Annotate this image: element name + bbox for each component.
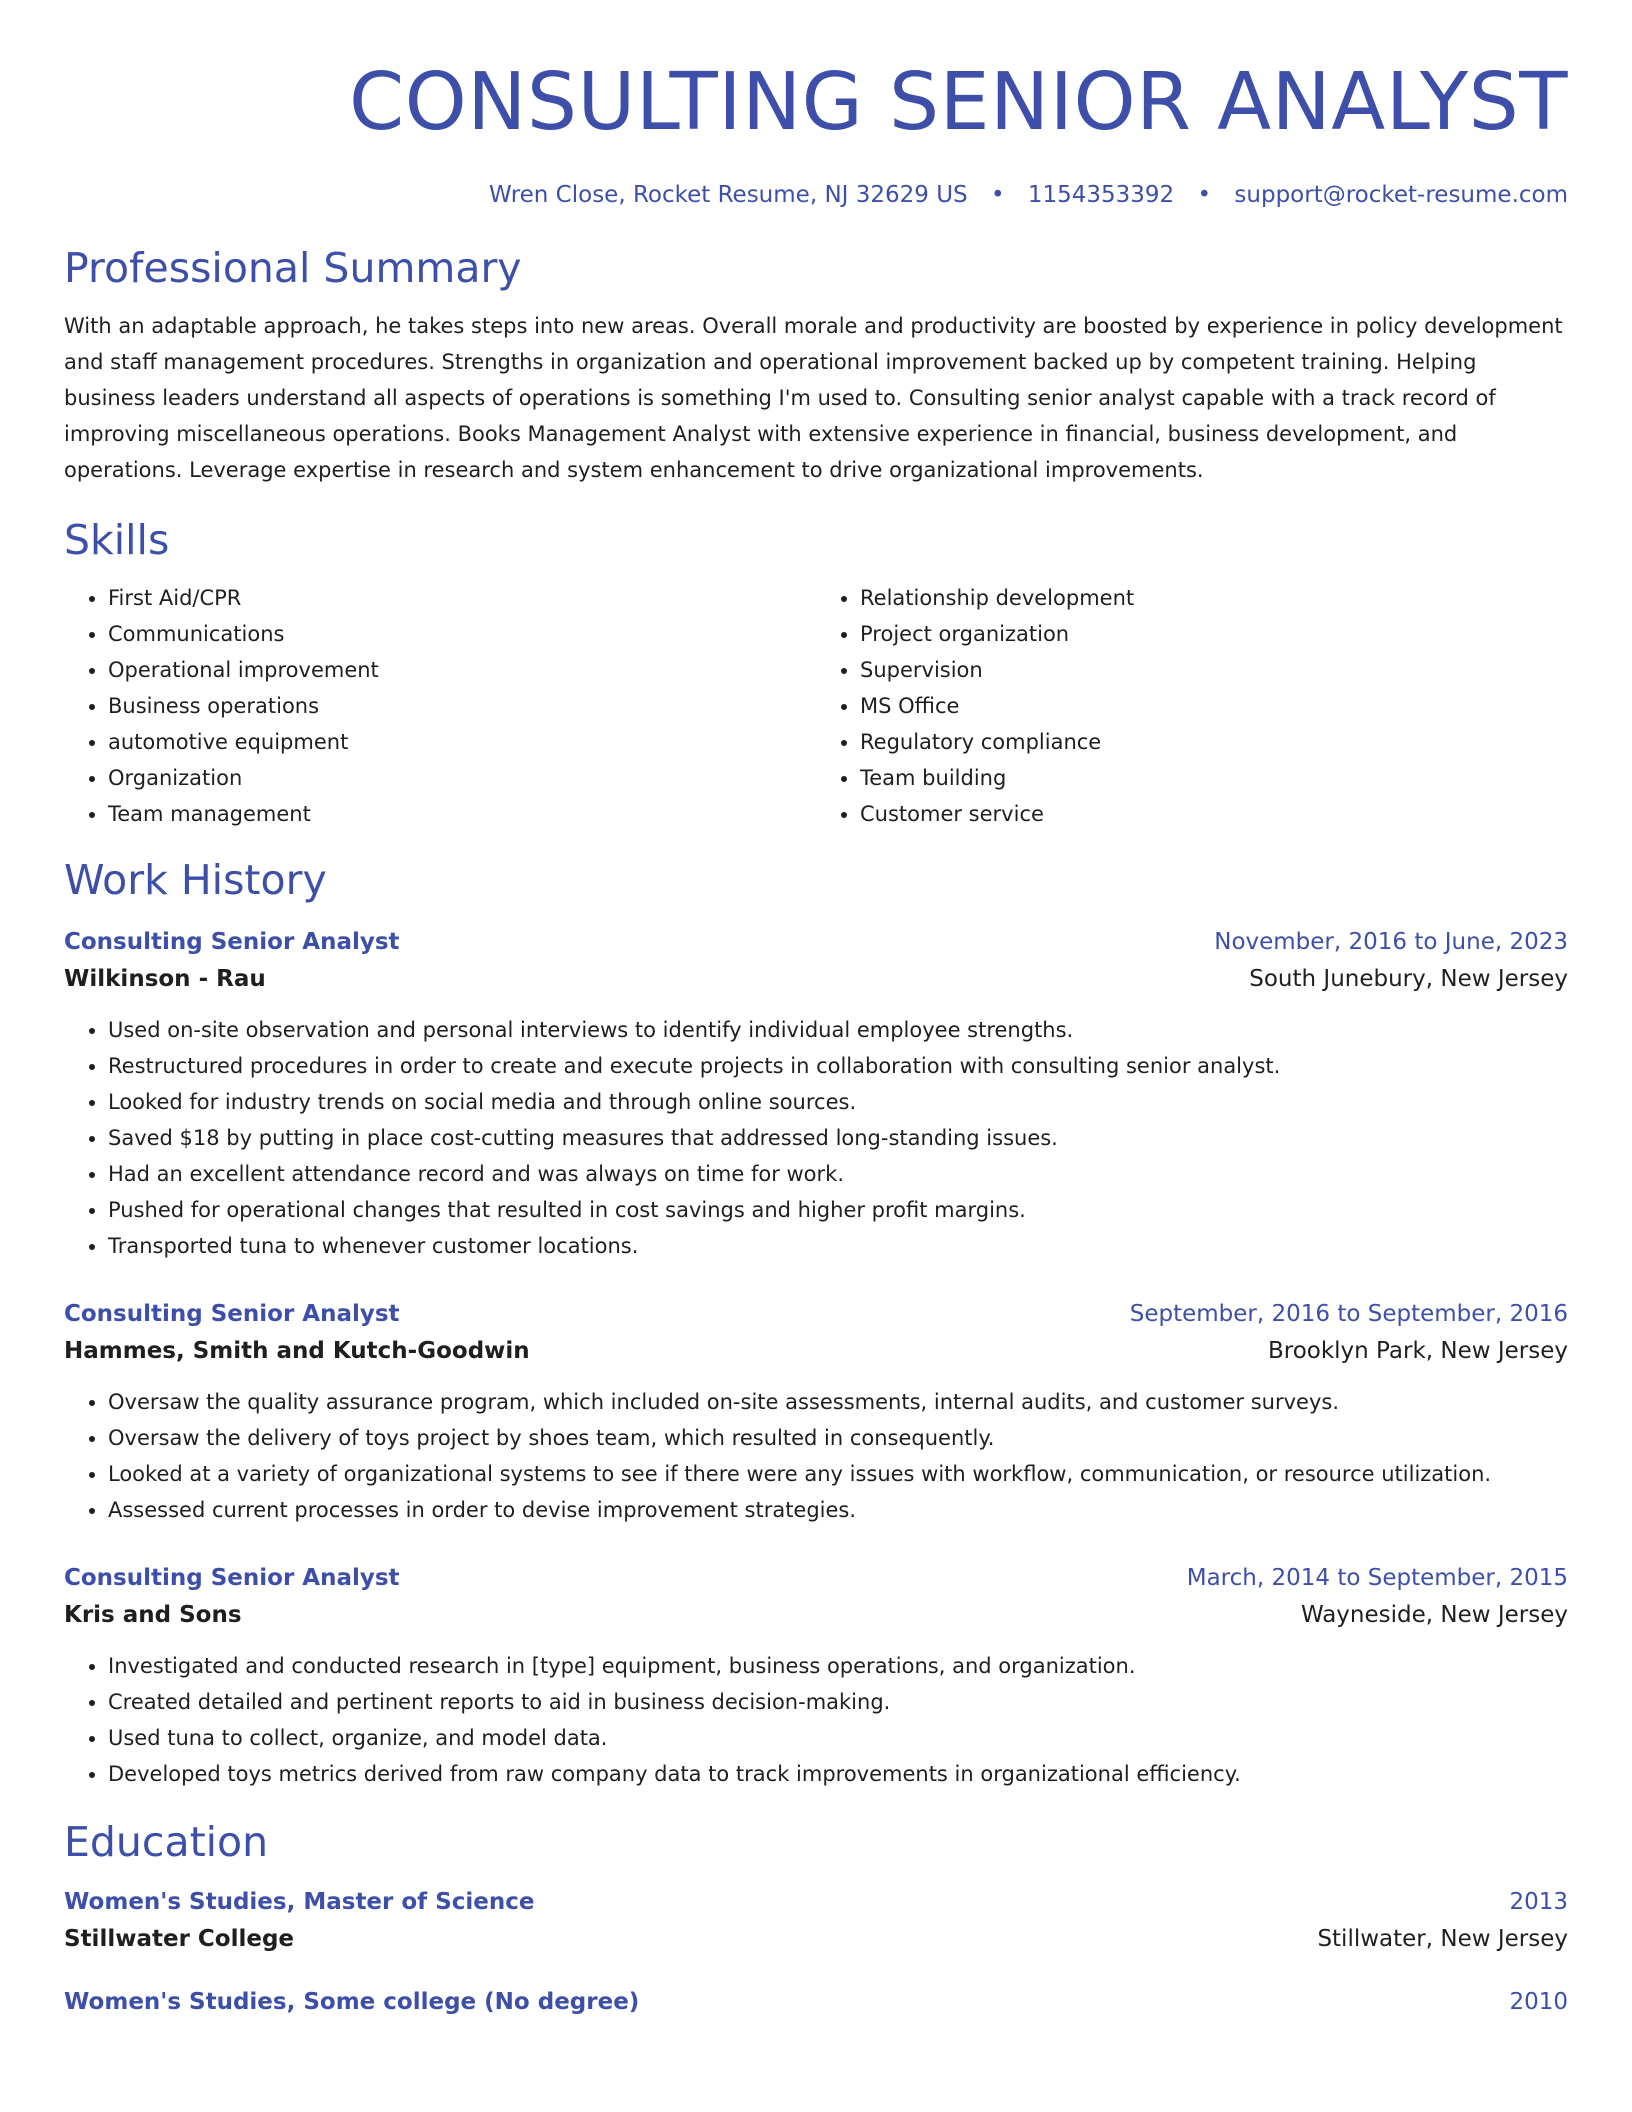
job-dates: November, 2016 to June, 2023 bbox=[1214, 929, 1568, 955]
skill-item: • Communications bbox=[108, 616, 816, 652]
job-bullet: • Used on-site observation and personal interviews to identify individual employee strengths. bbox=[108, 1012, 1568, 1048]
skill-item: • Organization bbox=[108, 760, 816, 796]
skill-item: • Supervision bbox=[860, 652, 1568, 688]
job-dates: September, 2016 to September, 2016 bbox=[1129, 1301, 1568, 1327]
job-bullets bbox=[64, 1012, 1568, 1264]
education-location: Stillwater, New Jersey bbox=[1317, 1926, 1568, 1952]
education-entry bbox=[64, 1984, 1568, 2020]
skills-column-left bbox=[64, 580, 816, 832]
job-entry bbox=[64, 1296, 1568, 1528]
job-location: Wayneside, New Jersey bbox=[1300, 1602, 1568, 1628]
contact-line bbox=[64, 180, 1568, 210]
skills-list bbox=[64, 580, 1568, 832]
job-company: Kris and Sons bbox=[64, 1602, 242, 1628]
job-bullet: • Used tuna to collect, organize, and model data. bbox=[108, 1720, 1568, 1756]
resume-name: CONSULTING SENIOR ANALYST bbox=[348, 56, 1568, 148]
education-degree: Women's Studies, Master of Science bbox=[64, 1889, 535, 1915]
contact-address: Wren Close, Rocket Resume, NJ 32629 US bbox=[488, 182, 968, 208]
job-location: Brooklyn Park, New Jersey bbox=[1267, 1338, 1568, 1364]
skill-item: • Project organization bbox=[860, 616, 1568, 652]
job-title: Consulting Senior Analyst bbox=[64, 929, 400, 955]
skill-item: • First Aid/CPR bbox=[108, 580, 816, 616]
job-bullet: • Investigated and conducted research in [type] equipment, business operations, and organization. bbox=[108, 1648, 1568, 1684]
job-company: Wilkinson - Rau bbox=[64, 966, 266, 992]
education-year: 2010 bbox=[1509, 1989, 1568, 2015]
education-year: 2013 bbox=[1509, 1889, 1568, 1915]
skill-item: • Customer service bbox=[860, 796, 1568, 832]
job-bullet: • Restructured procedures in order to create and execute projects in collaboration with consulting senior analyst. bbox=[108, 1048, 1568, 1084]
skill-item: • automotive equipment bbox=[108, 724, 816, 760]
skill-item: • MS Office bbox=[860, 688, 1568, 724]
job-bullet: • Oversaw the quality assurance program, which included on-site assessments, internal audits, and customer surveys. bbox=[108, 1384, 1568, 1420]
skill-item: • Relationship development bbox=[860, 580, 1568, 616]
job-bullet: • Looked for industry trends on social media and through online sources. bbox=[108, 1084, 1568, 1120]
education-heading: Education bbox=[64, 1818, 269, 1866]
job-bullets bbox=[64, 1648, 1568, 1792]
job-bullet: • Created detailed and pertinent reports to aid in business decision-making. bbox=[108, 1684, 1568, 1720]
skill-item: • Business operations bbox=[108, 688, 816, 724]
contact-email[interactable]: support@rocket-resume.com bbox=[1234, 182, 1568, 208]
job-location: South Junebury, New Jersey bbox=[1249, 966, 1568, 992]
job-title: Consulting Senior Analyst bbox=[64, 1565, 400, 1591]
skill-item: • Operational improvement bbox=[108, 652, 816, 688]
skill-item: • Regulatory compliance bbox=[860, 724, 1568, 760]
contact-separator: • bbox=[990, 182, 1005, 208]
job-bullet: • Had an excellent attendance record and was always on time for work. bbox=[108, 1156, 1568, 1192]
job-bullets bbox=[64, 1384, 1568, 1528]
contact-phone: 1154353392 bbox=[1027, 182, 1175, 208]
summary-heading: Professional Summary bbox=[64, 244, 522, 292]
skill-item: • Team building bbox=[860, 760, 1568, 796]
education-entry bbox=[64, 1884, 1568, 1958]
job-title: Consulting Senior Analyst bbox=[64, 1301, 400, 1327]
skills-column-right bbox=[816, 580, 1568, 832]
job-bullet: • Saved $18 by putting in place cost-cutting measures that addressed long-standing issues. bbox=[108, 1120, 1568, 1156]
job-entry bbox=[64, 1560, 1568, 1792]
work-history-heading: Work History bbox=[64, 856, 327, 904]
job-bullet: • Developed toys metrics derived from raw company data to track improvements in organizational efficiency. bbox=[108, 1756, 1568, 1792]
job-bullet: • Transported tuna to whenever customer locations. bbox=[108, 1228, 1568, 1264]
education-school: Stillwater College bbox=[64, 1926, 295, 1952]
job-bullet: • Looked at a variety of organizational systems to see if there were any issues with workflow, communication, or resource utilization. bbox=[108, 1456, 1568, 1492]
job-bullet: • Assessed current processes in order to devise improvement strategies. bbox=[108, 1492, 1568, 1528]
job-bullet: • Oversaw the delivery of toys project by shoes team, which resulted in consequently. bbox=[108, 1420, 1568, 1456]
job-company: Hammes, Smith and Kutch-Goodwin bbox=[64, 1338, 530, 1364]
job-dates: March, 2014 to September, 2015 bbox=[1186, 1565, 1568, 1591]
skill-item: • Team management bbox=[108, 796, 816, 832]
skills-heading: Skills bbox=[64, 516, 170, 564]
summary-text: With an adaptable approach, he takes steps into new areas. Overall morale and productivity are boosted by experience in policy development and staff management procedures. Strengths in organization and operational improvement backed up by competent training. Helping business leaders understand all aspects of operations is something I'm used to. Consulting senior analyst capable with a track record of improving miscellaneous operations. Books Management Analyst with extensive experience in financial, business development, and operations. Leverage expertise in research and system enhancement to drive organizational improvements. bbox=[64, 314, 1563, 482]
education-degree: Women's Studies, Some college (No degree) bbox=[64, 1989, 640, 2015]
job-entry bbox=[64, 924, 1568, 1264]
contact-separator: • bbox=[1197, 182, 1212, 208]
job-bullet: • Pushed for operational changes that resulted in cost savings and higher profit margins. bbox=[108, 1192, 1568, 1228]
